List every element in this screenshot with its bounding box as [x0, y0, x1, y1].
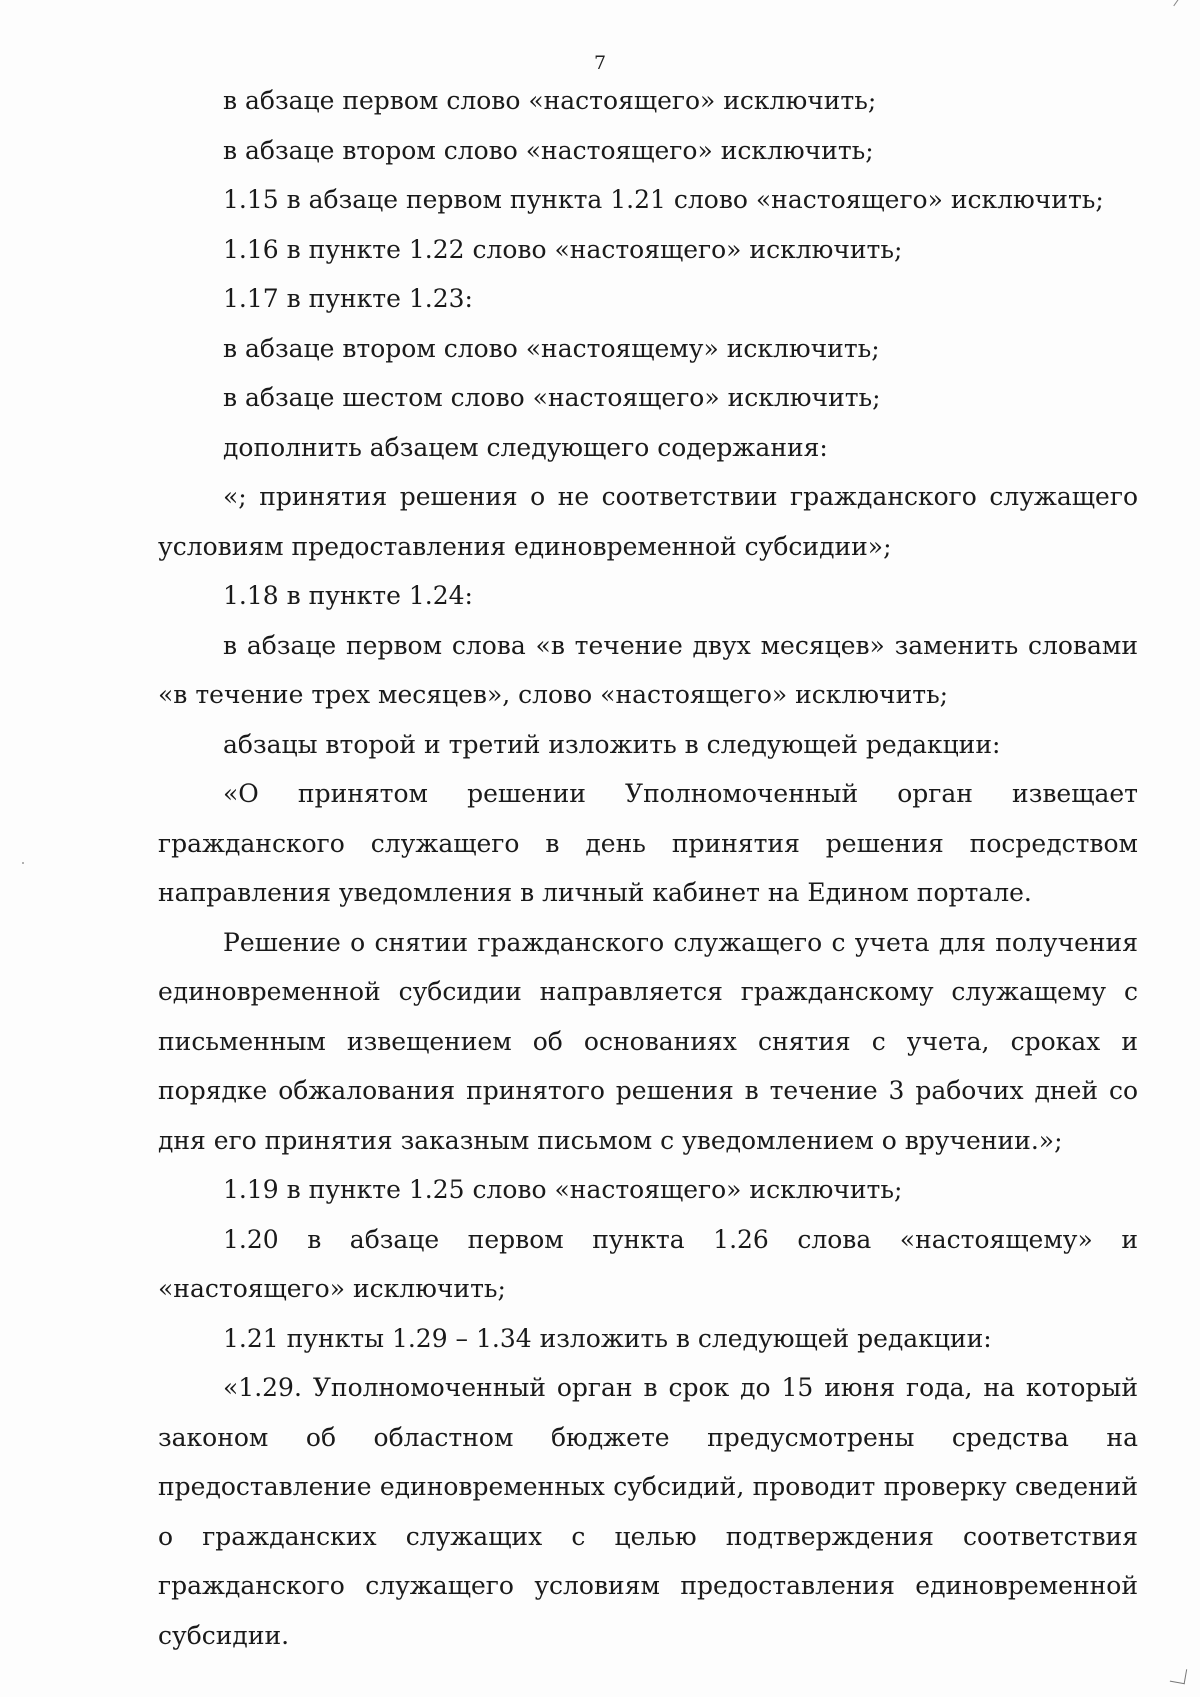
paragraph: 1.16 в пункте 1.22 слово «настоящего» исключить;: [223, 234, 903, 264]
scan-corner-mark: [1165, 0, 1180, 6]
paragraph: в абзаце втором слово «настоящему» исключить;: [223, 333, 880, 363]
paragraph: «О принятом решении Уполномоченный орган извещает гражданского служащего в день принятия решения посредством направления уведомления в личный кабинет на Едином портале.: [158, 779, 1138, 907]
paragraph: 1.20 в абзаце первом пункта 1.26 слова «настоящему» и «настоящего» исключить;: [158, 1224, 1138, 1303]
paragraph: в абзаце первом слово «настоящего» исключить;: [223, 86, 877, 115]
scan-margin-dot: [22, 862, 24, 864]
paragraph: 1.18 в пункте 1.24:: [223, 581, 473, 610]
document-body: [158, 76, 1138, 1660]
paragraph: дополнить абзацем следующего содержания:: [223, 432, 828, 462]
paragraph: «1.29. Уполномоченный орган в срок до 15 июня года, на который законом об областном бюджете предусмотрены средства на предоставление единовременных субсидий, проводит проверку сведений о гражданских служащих с целью подтверждения соответствия гражданского служащего условиям предоставления единовременной субсидии.: [158, 1373, 1138, 1650]
paragraph: в абзаце шестом слово «настоящего» исключить;: [223, 383, 881, 412]
paragraph: в абзаце втором слово «настоящего» исключить;: [223, 135, 874, 165]
page-number: 7: [593, 52, 607, 74]
paragraph: «; принятия решения о не соответствии гражданского служащего условиям предоставления единовременной субсидии»;: [158, 482, 1138, 561]
scan-footer-mark: [1170, 1667, 1187, 1684]
paragraph: в абзаце первом слова «в течение двух месяцев» заменить словами «в течение трех месяцев», слово «настоящего» исключить;: [158, 630, 1138, 709]
paragraph: 1.21 пункты 1.29 – 1.34 изложить в следующей редакции:: [223, 1323, 992, 1353]
paragraph: Решение о снятии гражданского служащего с учета для получения единовременной субсидии направляется гражданскому служащему с письменным извещением об основаниях снятия с учета, сроках и порядке обжалования принятого решения в течение 3 рабочих дней со дня его принятия заказным письмом с уведомлением о вручении.»;: [158, 927, 1138, 1155]
paragraph: 1.15 в абзаце первом пункта 1.21 слово «настоящего» исключить;: [223, 185, 1104, 214]
paragraph: 1.17 в пункте 1.23:: [223, 284, 473, 313]
paragraph: абзацы второй и третий изложить в следующей редакции:: [223, 729, 1001, 759]
paragraph: 1.19 в пункте 1.25 слово «настоящего» исключить;: [223, 1175, 903, 1204]
